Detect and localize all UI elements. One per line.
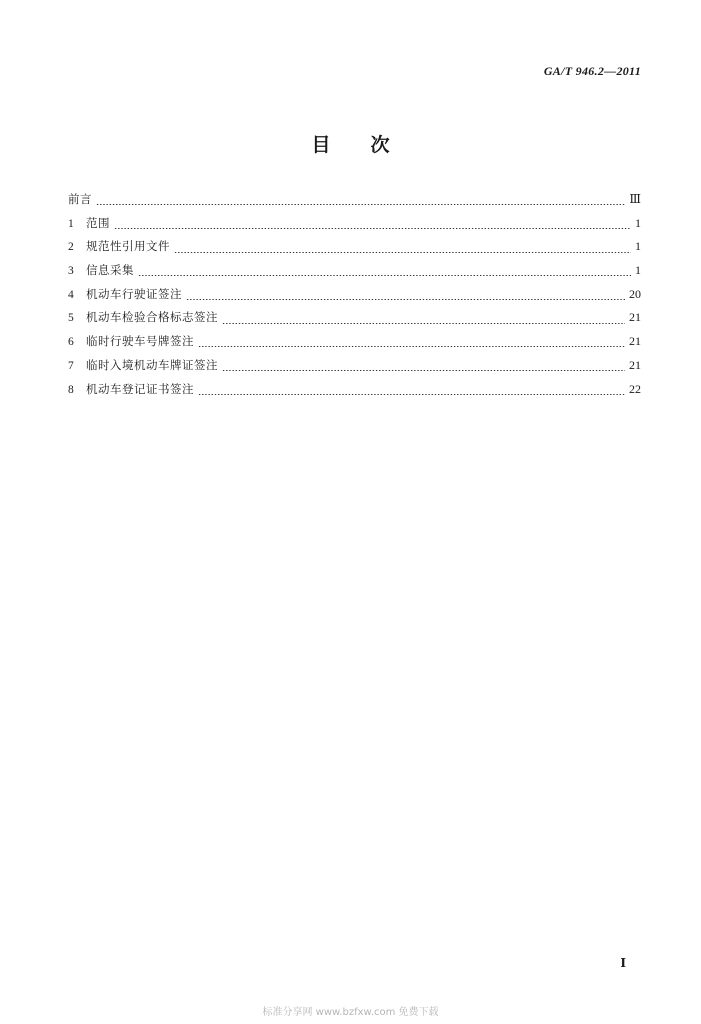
toc-page-number: 22 bbox=[629, 381, 641, 396]
toc-entry-3[interactable] bbox=[68, 262, 641, 286]
toc-section-number: 8 bbox=[68, 383, 74, 396]
standard-code: GA/T 946.2—2011 bbox=[543, 64, 641, 78]
toc-label: 临时行驶车号牌签注 bbox=[86, 334, 194, 349]
toc-section-number: 5 bbox=[68, 312, 74, 325]
toc-label: 信息采集 bbox=[86, 263, 134, 278]
toc-leader-dots bbox=[222, 323, 625, 324]
toc-leader-dots bbox=[96, 204, 625, 205]
toc-label: 范围 bbox=[86, 215, 110, 230]
toc-entry-2[interactable] bbox=[68, 238, 641, 262]
toc-label: 机动车登记证书签注 bbox=[86, 381, 194, 396]
toc-leader-dots bbox=[222, 370, 625, 371]
toc-label: 前言 bbox=[68, 192, 92, 206]
toc-leader-dots bbox=[114, 228, 631, 229]
toc-page-number: Ⅲ bbox=[629, 192, 641, 206]
toc-entry-foreword[interactable] bbox=[68, 191, 641, 215]
toc-page-number: 1 bbox=[635, 215, 641, 230]
toc-label: 机动车检验合格标志签注 bbox=[86, 310, 218, 325]
watermark-text: 标准分享网 www.bzfxw.com 免费下载 bbox=[262, 1007, 439, 1018]
toc-page-number: 21 bbox=[629, 357, 641, 372]
toc-leader-dots bbox=[174, 252, 631, 253]
toc-section-number: 3 bbox=[68, 265, 74, 278]
toc-label: 临时入境机动车牌证签注 bbox=[86, 357, 218, 372]
toc-leader-dots bbox=[198, 346, 625, 347]
toc-leader-dots bbox=[186, 299, 625, 300]
toc-label: 规范性引用文件 bbox=[86, 239, 170, 254]
toc-section-number: 4 bbox=[68, 288, 74, 301]
toc-entry-4[interactable] bbox=[68, 286, 641, 310]
toc-leader-dots bbox=[198, 394, 625, 395]
toc-entry-6[interactable] bbox=[68, 333, 641, 357]
toc-page-number: 1 bbox=[635, 239, 641, 254]
toc-leader-dots bbox=[138, 275, 631, 276]
toc-page-number: 20 bbox=[629, 286, 641, 301]
toc-section-number: 1 bbox=[68, 217, 74, 230]
toc-title bbox=[0, 130, 701, 157]
toc-page-number: 21 bbox=[629, 334, 641, 349]
table-of-contents bbox=[68, 191, 641, 404]
toc-title-char-2: 次 bbox=[370, 134, 390, 156]
toc-entry-5[interactable] bbox=[68, 309, 641, 333]
toc-title-char-1: 目 bbox=[311, 134, 331, 156]
toc-section-number: 2 bbox=[68, 241, 74, 254]
toc-entry-8[interactable] bbox=[68, 381, 641, 405]
toc-page-number: 21 bbox=[629, 310, 641, 325]
toc-page-number: 1 bbox=[635, 263, 641, 278]
toc-entry-7[interactable] bbox=[68, 357, 641, 381]
page-number: Ⅰ bbox=[620, 956, 626, 970]
toc-section-number: 6 bbox=[68, 336, 74, 349]
toc-label: 机动车行驶证签注 bbox=[86, 286, 182, 301]
toc-entry-1[interactable] bbox=[68, 215, 641, 239]
toc-section-number: 7 bbox=[68, 359, 74, 372]
